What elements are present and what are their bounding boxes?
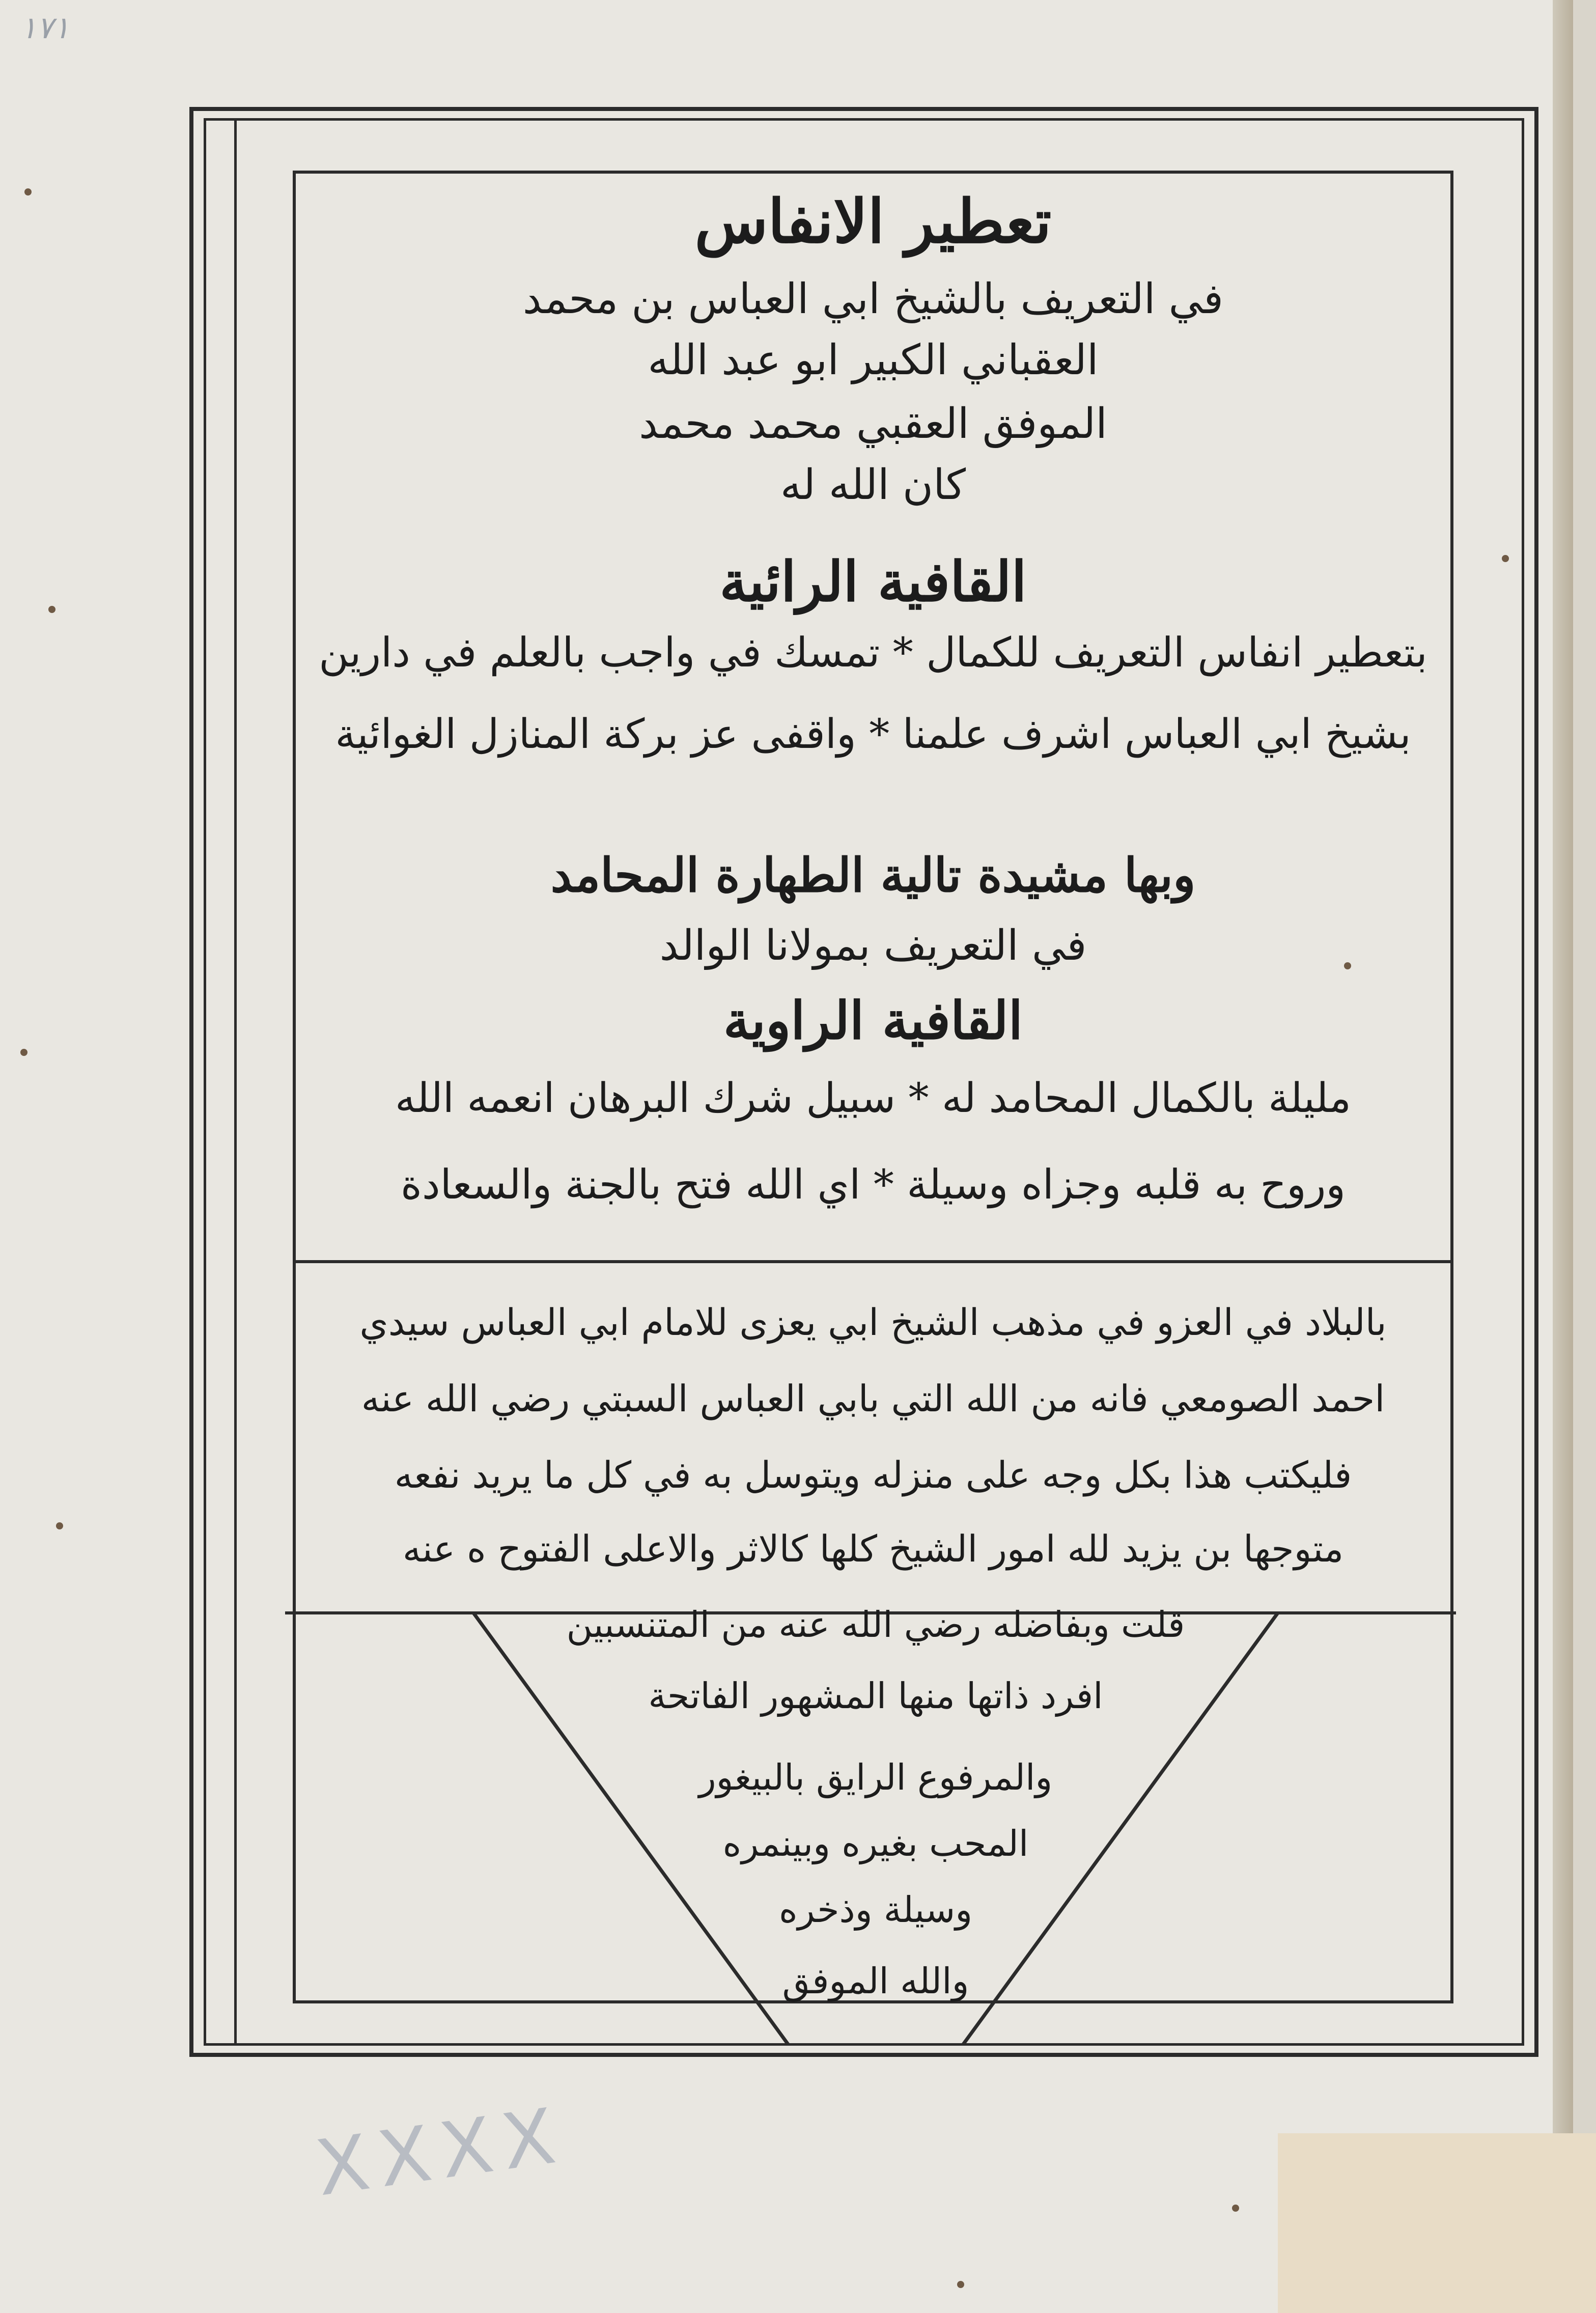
ink-spot: [48, 606, 55, 613]
page-title: تعطير الانفاس: [694, 186, 1052, 257]
ink-spot: [957, 2281, 964, 2288]
section-2-heading: القافية الراوية: [723, 990, 1023, 1051]
intro-line-4: كان الله له: [780, 461, 966, 509]
section-divider: [293, 1260, 1453, 1263]
note-line-3: فليكتب هذا بكل وجه على منزله ويتوسل به في كل ما يريد نفعه: [394, 1454, 1352, 1496]
intro-line-3: الموفق العقبي محمد محمد: [639, 400, 1107, 448]
section-1-verse-1: بتعطير انفاس التعريف للكمال * تمسك في واجب بالعلم في دارين: [319, 629, 1427, 676]
pencil-folio-mark: ۱۷۱: [20, 10, 70, 46]
triangle-line-4: المحب بغيره وبينمره: [722, 1823, 1029, 1864]
note-line-4: متوجها بن يزيد لله امور الشيخ كلها كالاثر والاعلى الفتوح ه عنه: [402, 1527, 1344, 1570]
ink-spot: [56, 1522, 63, 1529]
ink-spot: [1344, 962, 1351, 969]
section-2-verse-1: مليلة بالكمال المحامد له * سبيل شرك البرهان انعمه الله: [395, 1074, 1352, 1122]
triangle-line-2: افرد ذاتها منها المشهور الفاتحة: [648, 1675, 1103, 1717]
triangle-line-3: والمرفوع الرايق بالبيغور: [698, 1757, 1053, 1798]
ink-spot: [1232, 2205, 1239, 2212]
ink-spot: [24, 188, 32, 196]
ink-spot: [20, 1049, 27, 1056]
section-2-intro-line-1: وبها مشيدة تالية الطهارة المحامد: [550, 848, 1196, 903]
triangle-line-6: والله الموفق: [782, 1960, 969, 2002]
section-1-verse-2: بشيخ ابي العباس اشرف علمنا * واقفى عز بركة المنازل الغوائية: [335, 710, 1411, 758]
pencil-x-mark: XXXX: [311, 2091, 571, 2214]
triangle-line-5: وسيلة وذخره: [778, 1889, 973, 1931]
note-line-1: بالبلاد في العزو في مذهب الشيخ ابي يعزى للامام ابي العباس سيدي: [359, 1301, 1387, 1344]
triangle-line-1: قلت وبفاضله رضي الله عنه من المتنسبين: [566, 1604, 1185, 1646]
section-1-heading: القافية الرائية: [719, 550, 1027, 614]
ink-spot: [1502, 555, 1509, 562]
section-2-intro-line-2: في التعريف بمولانا الوالد: [659, 922, 1087, 970]
left-rule-line: [234, 118, 237, 2046]
intro-line-2: العقباني الكبير ابو عبد الله: [648, 336, 1099, 384]
intro-line-1: في التعريف بالشيخ ابي العباس بن محمد: [522, 275, 1224, 323]
underlying-paper-corner: [1278, 2133, 1596, 2313]
section-2-verse-2: وروح به قلبه وجزاه وسيلة * اي الله فتح بالجنة والسعادة: [401, 1161, 1346, 1208]
note-line-2: احمد الصومعي فانه من الله التي بابي العباس السبتي رضي الله عنه: [361, 1377, 1385, 1420]
